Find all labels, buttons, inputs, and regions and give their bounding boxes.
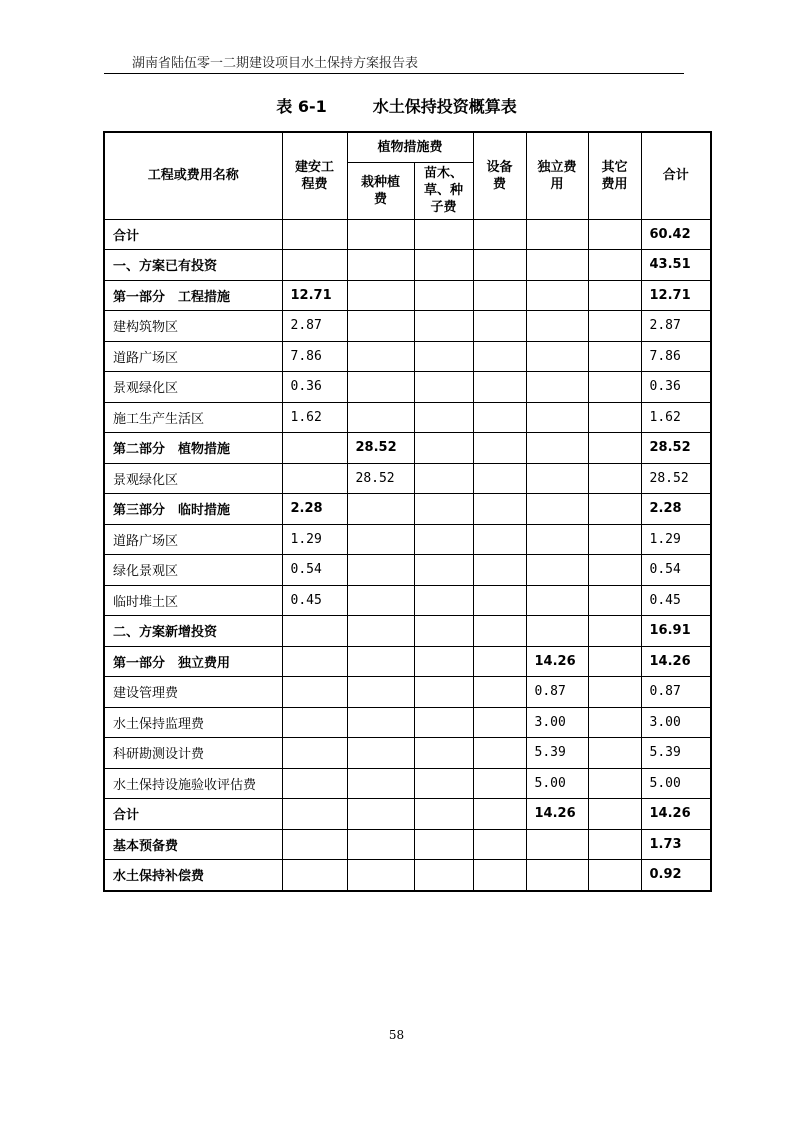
table-row [104,402,711,433]
cell-total: 12.71 [641,280,711,311]
table-row [104,311,711,342]
cell-independent [526,372,588,403]
cell-equipment [473,738,526,769]
cell-name: 第一部分 独立费用 [104,646,282,677]
table-row [104,677,711,708]
cell-construction [282,219,347,250]
cell-seedling [414,768,473,799]
table-row [104,585,711,616]
cell-independent [526,341,588,372]
cell-other [588,738,641,769]
table-row [104,707,711,738]
cell-total: 1.62 [641,402,711,433]
cell-seedling [414,494,473,525]
cell-other [588,585,641,616]
cell-total: 1.29 [641,524,711,555]
table-row [104,829,711,860]
cell-independent [526,280,588,311]
cell-name: 合计 [104,799,282,830]
table-row [104,860,711,891]
cell-total: 0.92 [641,860,711,891]
cell-planting: 28.52 [347,433,414,464]
cell-seedling [414,799,473,830]
cell-other [588,433,641,464]
table-row [104,372,711,403]
cell-name: 施工生产生活区 [104,402,282,433]
header-independent: 独立费用 [526,132,588,219]
cell-name: 道路广场区 [104,524,282,555]
cell-construction [282,463,347,494]
cell-other [588,829,641,860]
header-equipment: 设备费 [473,132,526,219]
cell-independent [526,555,588,586]
cell-independent [526,219,588,250]
table-row [104,250,711,281]
cell-other [588,555,641,586]
cell-name: 基本预备费 [104,829,282,860]
cell-name: 建构筑物区 [104,311,282,342]
cell-total: 43.51 [641,250,711,281]
table-row [104,616,711,647]
cell-equipment [473,555,526,586]
cell-name: 二、方案新增投资 [104,616,282,647]
cell-construction [282,646,347,677]
header-planting: 栽种植费 [347,162,414,219]
cell-equipment [473,524,526,555]
cell-equipment [473,646,526,677]
cell-other [588,372,641,403]
cell-planting [347,707,414,738]
cell-construction: 7.86 [282,341,347,372]
cell-total: 3.00 [641,707,711,738]
cell-independent: 14.26 [526,799,588,830]
cell-seedling [414,280,473,311]
cell-other [588,219,641,250]
table-row [104,341,711,372]
cell-seedling [414,616,473,647]
table-row [104,799,711,830]
cell-planting [347,402,414,433]
cell-name: 临时堆土区 [104,585,282,616]
cell-equipment [473,280,526,311]
table-row [104,494,711,525]
cell-total: 1.73 [641,829,711,860]
cell-construction [282,738,347,769]
cell-independent: 5.00 [526,768,588,799]
cell-planting [347,799,414,830]
cell-other [588,280,641,311]
cell-total: 14.26 [641,799,711,830]
cell-total: 0.87 [641,677,711,708]
cell-independent: 0.87 [526,677,588,708]
header-construction: 建安工程费 [282,132,347,219]
cell-independent [526,860,588,891]
cell-construction [282,677,347,708]
header-total: 合计 [641,132,711,219]
cell-equipment [473,799,526,830]
cell-equipment [473,829,526,860]
cell-seedling [414,463,473,494]
cell-equipment [473,860,526,891]
cell-seedling [414,311,473,342]
table-title: 水土保持投资概算表 [372,97,517,116]
cell-other [588,402,641,433]
table-row [104,463,711,494]
cell-independent [526,311,588,342]
cell-construction [282,433,347,464]
cell-planting [347,280,414,311]
cell-construction: 12.71 [282,280,347,311]
header-name: 工程或费用名称 [104,132,282,219]
cell-planting [347,829,414,860]
cell-name: 合计 [104,219,282,250]
cell-independent [526,250,588,281]
cell-name: 道路广场区 [104,341,282,372]
cell-seedling [414,219,473,250]
cell-independent: 5.39 [526,738,588,769]
cell-equipment [473,433,526,464]
cell-planting [347,341,414,372]
cell-total: 2.87 [641,311,711,342]
cell-planting [347,677,414,708]
cell-equipment [473,707,526,738]
cell-seedling [414,707,473,738]
cell-total: 5.00 [641,768,711,799]
cell-construction [282,829,347,860]
cell-other [588,677,641,708]
cell-name: 绿化景观区 [104,555,282,586]
cell-equipment [473,372,526,403]
cell-equipment [473,585,526,616]
cell-construction: 0.54 [282,555,347,586]
cell-planting [347,250,414,281]
table-caption [0,94,793,117]
cell-equipment [473,463,526,494]
cell-name: 水土保持监理费 [104,707,282,738]
cell-construction: 2.28 [282,494,347,525]
cell-seedling [414,555,473,586]
header-rule [104,73,684,74]
cell-seedling [414,250,473,281]
table-body [104,219,711,891]
cell-seedling [414,829,473,860]
cell-independent [526,402,588,433]
cell-name: 第一部分 工程措施 [104,280,282,311]
cell-total: 28.52 [641,463,711,494]
cell-construction [282,799,347,830]
cell-independent [526,616,588,647]
cell-independent: 3.00 [526,707,588,738]
cell-name: 水土保持补偿费 [104,860,282,891]
cell-independent: 14.26 [526,646,588,677]
table-row [104,433,711,464]
cell-name: 科研勘测设计费 [104,738,282,769]
cell-other [588,463,641,494]
cell-construction [282,707,347,738]
cell-planting [347,494,414,525]
running-header: 湖南省陆伍零一二期建设项目水土保持方案报告表 [132,56,419,71]
cell-seedling [414,738,473,769]
cell-total: 5.39 [641,738,711,769]
cell-other [588,341,641,372]
cell-planting [347,555,414,586]
cell-construction: 0.45 [282,585,347,616]
cell-planting [347,646,414,677]
cell-equipment [473,768,526,799]
cell-equipment [473,311,526,342]
table-row [104,768,711,799]
cell-equipment [473,616,526,647]
cell-seedling [414,677,473,708]
cell-total: 0.54 [641,555,711,586]
cell-planting [347,372,414,403]
cell-seedling [414,402,473,433]
cell-independent [526,524,588,555]
table-number: 表 6-1 [276,97,327,116]
cell-independent [526,585,588,616]
cell-seedling [414,524,473,555]
cell-planting [347,311,414,342]
cell-planting [347,219,414,250]
cell-name: 第二部分 植物措施 [104,433,282,464]
header-plant-measures: 植物措施费 [347,132,473,162]
cell-planting [347,768,414,799]
cell-total: 2.28 [641,494,711,525]
header-other: 其它费用 [588,132,641,219]
cell-construction: 2.87 [282,311,347,342]
table-row [104,280,711,311]
cell-seedling [414,860,473,891]
cell-planting [347,524,414,555]
cell-seedling [414,341,473,372]
cell-construction [282,768,347,799]
cell-equipment [473,341,526,372]
cell-planting [347,860,414,891]
cell-other [588,768,641,799]
cell-planting [347,585,414,616]
cell-seedling [414,433,473,464]
cell-independent [526,494,588,525]
cell-construction: 1.29 [282,524,347,555]
page-number: 58 [388,1028,405,1042]
cell-other [588,250,641,281]
cell-seedling [414,372,473,403]
cell-construction [282,616,347,647]
table-row [104,524,711,555]
cell-other [588,646,641,677]
cell-equipment [473,250,526,281]
cell-other [588,311,641,342]
cell-name: 第三部分 临时措施 [104,494,282,525]
cell-equipment [473,677,526,708]
table-row [104,555,711,586]
cell-independent [526,433,588,464]
cell-other [588,616,641,647]
cell-equipment [473,402,526,433]
cell-construction [282,860,347,891]
cell-planting: 28.52 [347,463,414,494]
cell-other [588,707,641,738]
cell-other [588,860,641,891]
cell-equipment [473,494,526,525]
cell-seedling [414,646,473,677]
cell-construction: 1.62 [282,402,347,433]
cell-name: 景观绿化区 [104,372,282,403]
cell-other [588,494,641,525]
cell-total: 0.45 [641,585,711,616]
cell-construction [282,250,347,281]
cell-name: 水土保持设施验收评估费 [104,768,282,799]
cell-equipment [473,219,526,250]
cell-total: 16.91 [641,616,711,647]
cell-other [588,524,641,555]
cell-construction: 0.36 [282,372,347,403]
investment-estimate-table [103,131,712,892]
cell-total: 28.52 [641,433,711,464]
table-row [104,219,711,250]
cell-total: 60.42 [641,219,711,250]
cell-independent [526,829,588,860]
table-row [104,738,711,769]
cell-planting [347,616,414,647]
cell-name: 景观绿化区 [104,463,282,494]
cell-planting [347,738,414,769]
cell-independent [526,463,588,494]
cell-other [588,799,641,830]
cell-total: 0.36 [641,372,711,403]
cell-name: 一、方案已有投资 [104,250,282,281]
header-seedling: 苗木、草、种子费 [414,162,473,219]
cell-total: 14.26 [641,646,711,677]
cell-name: 建设管理费 [104,677,282,708]
table-row [104,646,711,677]
cell-seedling [414,585,473,616]
cell-total: 7.86 [641,341,711,372]
